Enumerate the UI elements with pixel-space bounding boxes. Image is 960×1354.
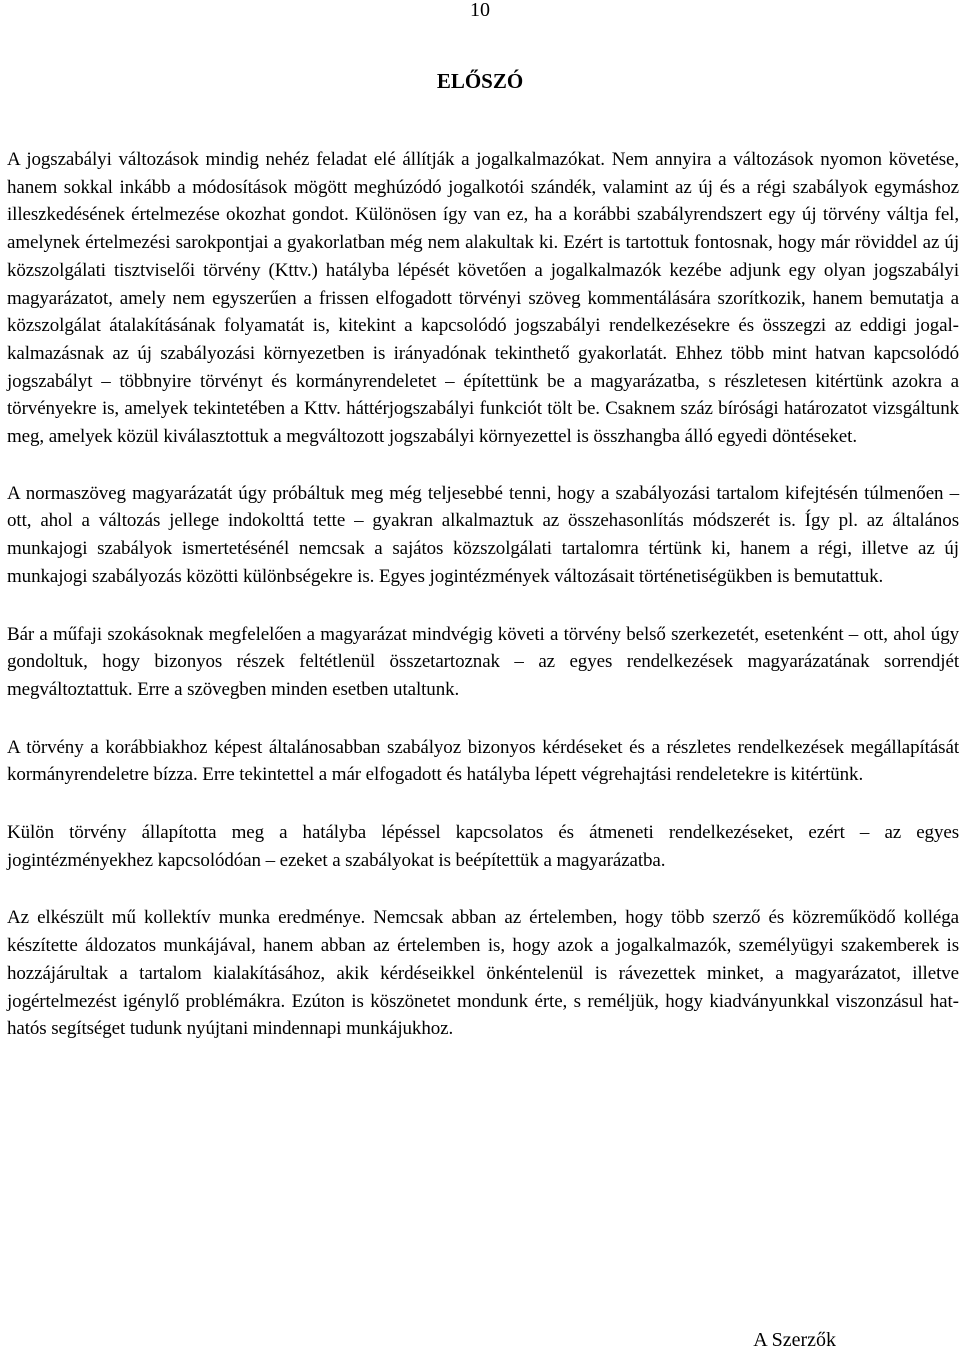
paragraph-4: A törvény a korábbiakhoz képest általánosabban szabályoz bizonyos kérdéseket és a részletes rendelkezések megállapítását kormányrendeletre bízza. Erre tekintettel a már elfogadott és hatályba lépett végrehajtási rendeletekre is kitértünk. bbox=[7, 736, 959, 786]
signature: A Szerzők bbox=[753, 1329, 836, 1351]
paragraph-5: Külön törvény állapította meg a hatályba lépéssel kapcsolatos és átmeneti rendelkezéseket, ezért – az egyes jogintézményekhez kapcsolódóan – ezeket a szabályokat is beépítettük a magyarázatba. bbox=[7, 822, 959, 871]
paragraph-3: Bár a műfaji szokásoknak megfelelően a magyarázat mindvégig követi a törvény belső szerkezetét, esetenként – ott, ahol úgy gondoltuk, hogy bizonyos részek feltétlenül összetartoznak – az egyes rendelkezések magyarázatának sorrendjét megváltoztattuk. Erre a szövegben minden esetben utaltunk. bbox=[7, 623, 959, 700]
page-title: ELŐSZÓ bbox=[436, 69, 524, 93]
page-number: 10 bbox=[470, 0, 490, 21]
paragraph-1: A jogszabályi változások mindig nehéz feladat elé állítják a jogalkalmazókat. Nem annyira a változások nyomon követése, hanem sokkal inkább a módosítások mögött meghúzódó jogalkotói szándék, valamint az új és a régi szabályok egymáshoz illeszkedésének értelmezése okozhat gondot. Különösen így van ez, ha a korábbi szabályrendszert egy új törvény váltja fel, amelynek értelmezési sarokpontjai a gyakorlatban még nem alakultak ki. Ezért is tartottuk fontosnak, hogy már röviddel az új közszolgálati tisztviselői törvény (Kttv.) hatályba lépését követően a jogalkalmazók kezébe adjunk egy olyan jogszabályi magyarázatot, amely nem egyszerűen a frissen elfogadott törvényi szöveg kommentálására szorítkozik, hanem bemutatja a közszolgálat átalakításának folyamatát is, kitekint a kapcsolódó jogszabályi rendelkezésekre és összegzi az eddigi jogalkalmazásnak az új szabályozási környezetben is irányadónak tekinthető gyakorlatát. Ehhez több mint hatvan kapcsolódó jogszabályt – többnyire törvényt és kormányrendeletet – építettünk be a magyarázatba, s részletesen kitértünk azokra a törvényekre is, amelyek tekintetében a Kttv. háttérjogszabályi funkciót tölt be. Csaknem száz bírósági határozatot vizsgáltunk meg, amelyek közül kiválasztottuk a megváltozott jogszabályi környezettel is összhangba álló egyedi döntéseket. bbox=[7, 149, 959, 448]
document-body bbox=[7, 146, 959, 1043]
paragraph-2: A normaszöveg magyarázatát úgy próbáltuk meg még teljesebbé tenni, hogy a szabályozási tartalom kifejtésén túlmenően – ott, ahol a változás jellege indokolttá tette – gyakran alkalmaztuk az összehasonlítás módszerét is. Így pl. az általános munkajogi szabályok ismertetésénél nemcsak a sajátos közszolgálati tartalomra tértünk ki, hanem a régi, illetve az új munkajogi szabályozás közötti különbségekre is. Egyes jogintézmények változásait történetiségükben is bemutattuk. bbox=[7, 482, 959, 587]
paragraph-6: Az elkészült mű kollektív munka eredménye. Nemcsak abban az értelemben, hogy több szerző és közreműködő kolléga készítette áldozatos munkájával, hanem abban az értelemben is, hogy azok a jogalkalmazók, személyügyi szakemberek is hozzájárultak a tartalom kialakításához, akik kérdéseikkel önkéntelenül is rávezettek minket, a magyarázatot, illetve jogértelmezést igénylő problémákra. Ezúton is köszönetet mondunk érte, s reméljük, hogy kiadványunkkal viszonzásul hathatós segítséget tudunk nyújtani mindennapi munkájukhoz. bbox=[7, 907, 959, 1040]
